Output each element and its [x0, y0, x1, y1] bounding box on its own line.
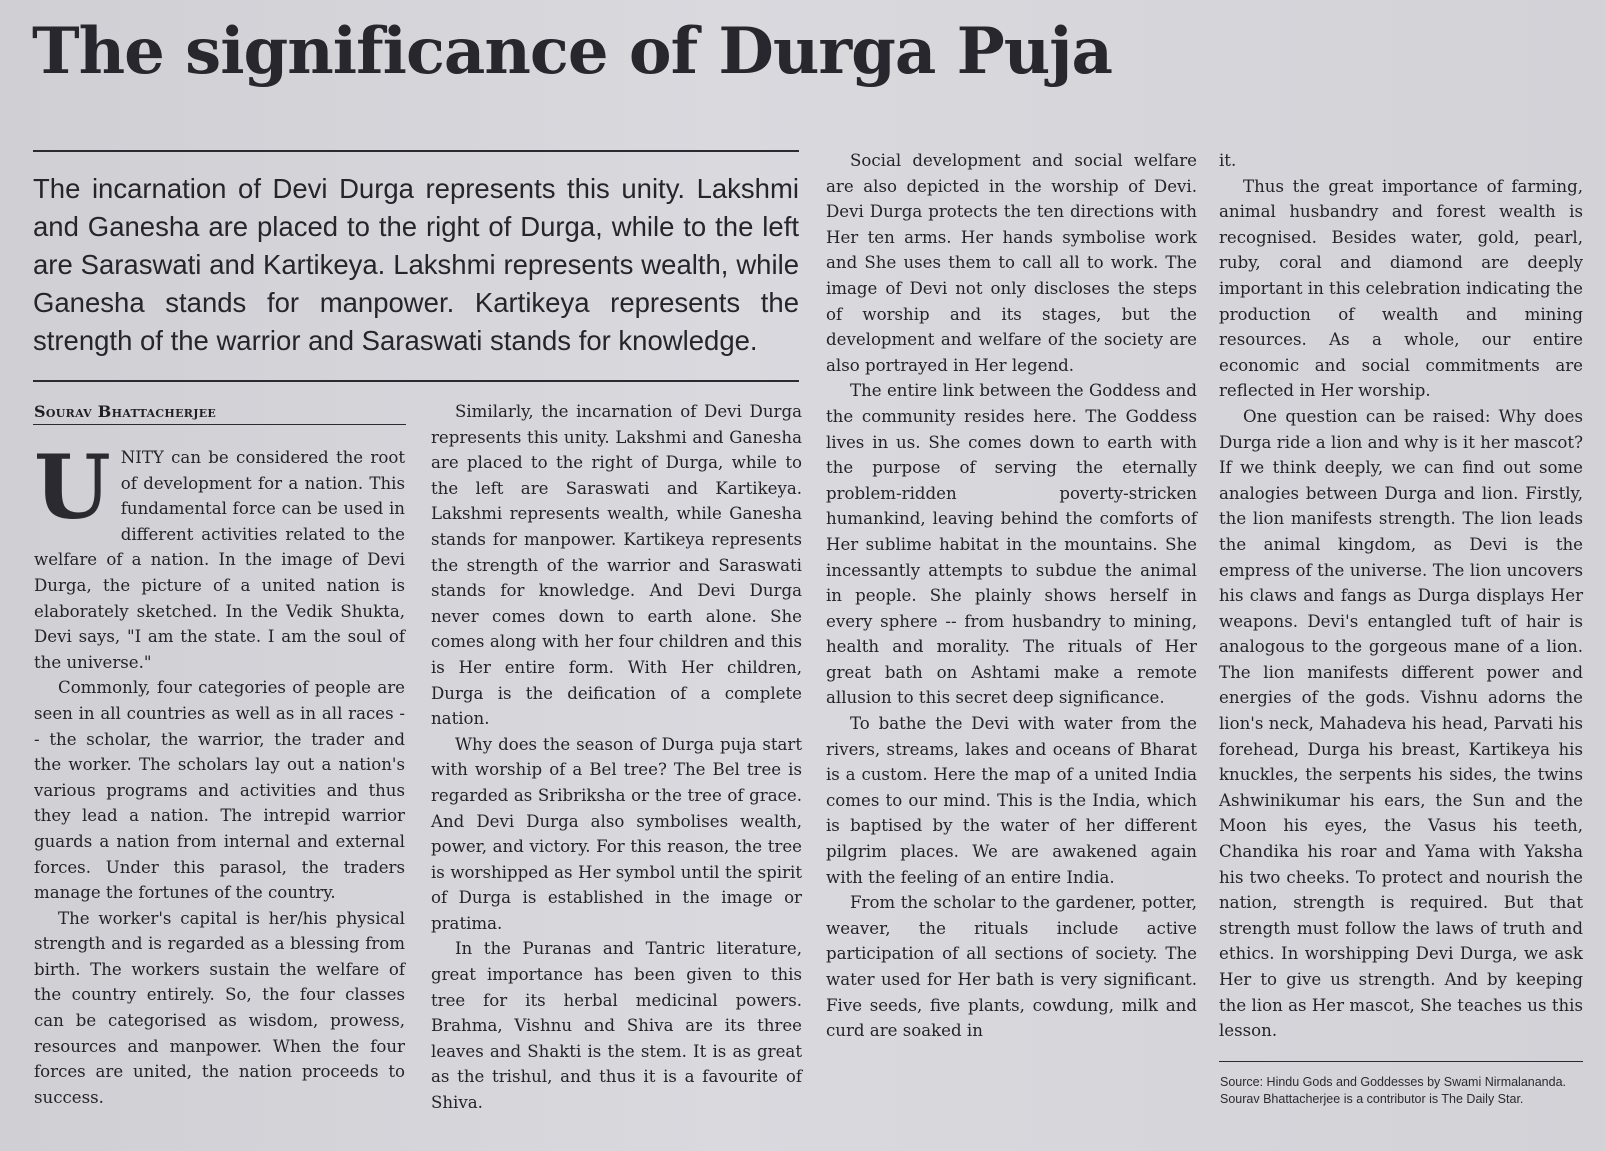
pull-quote-bottom-rule: [33, 380, 799, 382]
paragraph: To bathe the Devi with water from the rivers, streams, lakes and oceans of Bharat is a custom. Here the map of a united India comes to our mind. This is the India, which is baptised by the water of her different pilgrim places. We are awakened again with the feeling of an entire India.: [826, 714, 1197, 887]
paragraph: One question can be raised: Why does Durga ride a lion and why is it her mascot? If we think deeply, we can find out some analogies between Durga and lion. Firstly, the lion manifests strength. The lion leads the animal kingdom, as Devi is the empress of the universe. The lion uncovers his claws and fangs as Durga displays Her weapons. Devi's entangled tuft of hair is analogous to the gorgeous mane of a lion. The lion manifests different power and energies of the gods. Vishnu adorns the lion's neck, Mahadeva his head, Parvati his forehead, Durga his breast, Kartikeya his knuckles, the serpents his sides, the twins Ashwinikumar his ears, the Sun and the Moon his eyes, the Vasus his teeth, Chandika his roar and Yama with Yaksha his two cheeks. To protect and nourish the nation, strength is required. But that strength must follow the laws of truth and ethics. In worshipping Devi Durga, we ask Her to give us strength. And by keeping the lion as Her mascot, She teaches us this lesson.: [1219, 406, 1583, 1041]
paragraph: The entire link between the Goddess and the community resides here. The Goddess lives in us. She comes down to earth with the purpose of serving the eternally problem-ridden poverty-stricken humankind, leaving behind the comforts of Her sublime habitat in the mountains. She incessantly attempts to subdue the animal in people. She plainly shows herself in every sphere -- from husbandry to mining, health and morality. The rituals of Her great bath on Ashtami make a remote allusion to this secret deep significance.: [826, 381, 1197, 708]
pull-quote: The incarnation of Devi Durga represents this unity. Lakshmi and Ganesha are placed to the right of Durga, while to the left are Saraswati and Kartikeya. Lakshmi represents wealth, while Ganesha stands for manpower. Kartikeya represents the strength of the warrior and Saraswati stands for knowledge.: [33, 173, 799, 356]
column-2: [431, 399, 802, 1116]
byline: Sourav Bhattacherjee: [34, 402, 217, 421]
paragraph: Thus the great importance of farming, animal husbandry and forest wealth is recognised. Besides water, gold, pearl, ruby, coral and diamond are deeply important in this celebration indicating the production of wealth and mining resources. As a whole, our entire economic and social commitments are reflected in Her worship.: [1219, 176, 1583, 401]
pull-quote-top-rule: [33, 150, 799, 152]
source-line: Source: Hindu Gods and Goddesses by Swami Nirmalananda.: [1220, 1075, 1567, 1089]
paragraph: The worker's capital is her/his physical strength and is regarded as a blessing from birth. The workers sustain the welfare of the country entirely. So, the four classes can be categorised as wisdom, prowess, resources and manpower. When the four forces are united, the nation proceeds to success.: [34, 908, 405, 1107]
drop-cap: U: [34, 435, 111, 539]
paragraph: [34, 435, 405, 675]
paragraph-text: NITY can be considered the root of development for a nation. This fundamental force can be used in different activities related to the welfare of a nation. In the image of Devi Durga, the picture of a united nation is elaborately sketched. In the Vedik Shukta, Devi says, "I am the state. I am the soul of the universe.": [34, 448, 405, 672]
source-rule: [1219, 1061, 1583, 1062]
paragraph: Commonly, four categories of people are seen in all countries as well as in all races -- the scholar, the warrior, the trader and the worker. The scholars lay out a nation's various programs and activities and thus they lead a nation. The intrepid warrior guards a nation from internal and external forces. Under this parasol, the traders manage the fortunes of the country.: [34, 678, 405, 903]
paragraph: Why does the season of Durga puja start with worship of a Bel tree? The Bel tree is regarded as Sribriksha or the tree of grace. And Devi Durga also symbolises wealth, power, and victory. For this reason, the tree is worshipped as Her symbol until the spirit of Durga is established in the image or pratima.: [431, 734, 802, 933]
contributor-line: Sourav Bhattacherjee is a contributor is The Daily Star.: [1220, 1092, 1524, 1106]
paragraph: From the scholar to the gardener, potter, weaver, the rituals include active participation of all sections of society. The water used for Her bath is very significant. Five seeds, five plants, cowdung, milk and curd are soaked in: [826, 893, 1197, 1041]
column-3: [826, 148, 1197, 1044]
byline-rule: [33, 424, 406, 425]
source-note: [1220, 1074, 1582, 1108]
paragraph: Social development and social welfare are also depicted in the worship of Devi. Devi Durga protects the ten directions with Her ten arms. Her hands symbolise work and She uses them to call all to work. The image of Devi not only discloses the steps of worship and its stages, but the development and welfare of the society are also portrayed in Her legend.: [826, 151, 1197, 375]
headline: The significance of Durga Puja: [32, 14, 1112, 89]
column-4: [1219, 148, 1583, 1044]
column-1: [34, 435, 405, 1110]
paragraph: it.: [1219, 151, 1237, 170]
paragraph: In the Puranas and Tantric literature, great importance has been given to this tree for its herbal medicinal powers. Brahma, Vishnu and Shiva are its three leaves and Shakti is the stem. It is as great as the trishul, and thus it is a favourite of Shiva.: [431, 939, 802, 1113]
paragraph: Similarly, the incarnation of Devi Durga represents this unity. Lakshmi and Ganesha are placed to the right of Durga, while to the left are Saraswati and Kartikeya. Lakshmi represents wealth, while Ganesha stands for manpower. Kartikeya represents the strength of the warrior and Saraswati stands for knowledge. And Devi Durga never comes down to earth alone. She comes along with her four children and this is Her entire form. With Her children, Durga is the deification of a complete nation.: [431, 402, 802, 729]
